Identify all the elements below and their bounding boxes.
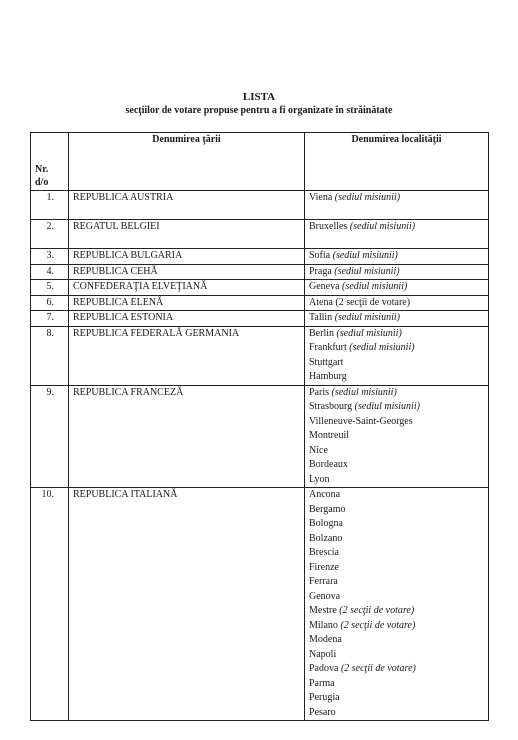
locality-name: Geneva	[309, 281, 340, 292]
locality-name: Villeneuve-Saint-Georges	[309, 415, 413, 427]
locality-item	[309, 662, 484, 677]
locality-note: (sediul misiunii)	[342, 281, 408, 292]
locality-note: (2 secţii de votare)	[339, 605, 415, 616]
locality-note: (sediul misiunii)	[334, 312, 400, 323]
country-name: CONFEDERAŢIA ELVEŢIANĂ	[69, 280, 305, 296]
country-name: REPUBLICA ESTONIA	[69, 311, 305, 327]
polling-stations-table	[30, 132, 489, 721]
table-row	[31, 249, 489, 265]
locality-name: Perugia	[309, 692, 340, 703]
locality-item	[309, 415, 484, 430]
locality-item	[309, 503, 484, 518]
locality-item	[309, 604, 484, 619]
locality-name: Atena (2 secţii de votare)	[309, 296, 411, 308]
table-row	[31, 488, 489, 721]
locality-note: (sediul misiunii)	[334, 265, 400, 277]
locality-note: (2 secţii de votare)	[340, 619, 416, 631]
locality-item	[309, 444, 484, 459]
table-row	[31, 385, 489, 488]
locality-item	[309, 691, 484, 706]
locality-name: Milano	[309, 619, 338, 631]
row-number: 6.	[31, 295, 69, 311]
country-name: REPUBLICA FRANCEZĂ	[69, 385, 305, 488]
table-row	[31, 280, 489, 296]
locality-note: (sediul misiunii)	[332, 250, 398, 261]
locality-note: (sediul misiunii)	[336, 327, 402, 339]
header-locality: Denumirea localităţii	[305, 133, 489, 191]
locality-name: Viena	[309, 192, 333, 203]
locality-cell	[305, 385, 489, 488]
locality-name: Berlin	[309, 327, 334, 339]
locality-name: Pesaro	[309, 706, 336, 718]
locality-item	[309, 400, 484, 415]
row-number: 9.	[31, 385, 69, 488]
document-subtitle: secţiilor de votare propuse pentru a fi organizate în străinătate	[125, 105, 393, 116]
locality-name: Napoli	[309, 648, 337, 660]
locality-item	[309, 220, 484, 235]
locality-item	[309, 327, 484, 342]
header-nr: Nr. d/o	[31, 133, 69, 191]
locality-item	[309, 370, 484, 385]
locality-item	[309, 575, 484, 590]
locality-name: Ferrara	[309, 576, 338, 587]
locality-cell	[305, 311, 489, 327]
locality-name: Bologna	[309, 518, 343, 529]
locality-name: Stuttgart	[309, 356, 344, 368]
row-number: 7.	[31, 311, 69, 327]
locality-name: Firenze	[309, 561, 339, 573]
locality-note: (sediul misiunii)	[349, 221, 416, 232]
locality-name: Tallin	[309, 312, 333, 323]
locality-item	[309, 546, 484, 561]
locality-name: Bruxelles	[309, 221, 348, 232]
table-row	[31, 295, 489, 311]
locality-item	[309, 356, 484, 371]
locality-name: Hamburg	[309, 371, 347, 382]
locality-name: Montreuil	[309, 430, 349, 441]
locality-item	[309, 619, 484, 634]
country-name: REPUBLICA ITALIANĂ	[69, 488, 305, 721]
locality-item	[309, 191, 484, 206]
locality-name: Mestre	[309, 605, 337, 616]
locality-note: (sediul misiunii)	[349, 342, 415, 353]
locality-name: Frankfurt	[309, 342, 347, 353]
locality-name: Paris	[309, 386, 329, 398]
locality-name: Praga	[309, 265, 332, 277]
locality-name: Parma	[309, 677, 335, 689]
country-name: REPUBLICA CEHĂ	[69, 264, 305, 280]
locality-item	[309, 473, 484, 488]
locality-item	[309, 706, 484, 721]
locality-note: (sediul misiunii)	[331, 386, 397, 398]
locality-note: (sediul misiunii)	[334, 192, 401, 203]
locality-item	[309, 341, 484, 356]
locality-name: Modena	[309, 634, 342, 645]
country-name: REGATUL BELGIEI	[69, 220, 305, 249]
row-number: 10.	[31, 488, 69, 721]
table-row	[31, 220, 489, 249]
locality-item	[309, 311, 484, 326]
locality-item	[309, 517, 484, 532]
locality-item	[309, 590, 484, 605]
locality-item	[309, 677, 484, 692]
locality-item	[309, 429, 484, 444]
locality-name: Nice	[309, 444, 328, 456]
locality-note: (2 secţii de votare)	[340, 663, 416, 674]
row-number: 5.	[31, 280, 69, 296]
row-number: 2.	[31, 220, 69, 249]
locality-cell	[305, 191, 489, 220]
locality-item	[309, 648, 484, 663]
table-row	[31, 311, 489, 327]
locality-name: Padova	[309, 663, 339, 674]
table-row	[31, 264, 489, 280]
row-number: 1.	[31, 191, 69, 220]
country-name: REPUBLICA ELENĂ	[69, 295, 305, 311]
country-name: REPUBLICA BULGARIA	[69, 249, 305, 265]
locality-cell	[305, 488, 489, 721]
table-row	[31, 326, 489, 385]
locality-item	[309, 532, 484, 547]
locality-item	[309, 249, 484, 264]
locality-name: Bolzano	[309, 532, 343, 544]
locality-cell	[305, 326, 489, 385]
table-header-row	[31, 133, 489, 191]
locality-name: Ancona	[309, 489, 341, 500]
document-title: LISTA	[242, 91, 276, 103]
locality-name: Bordeaux	[309, 459, 348, 470]
locality-cell	[305, 264, 489, 280]
locality-name: Sofia	[309, 250, 331, 261]
locality-cell	[305, 280, 489, 296]
locality-item	[309, 561, 484, 576]
table-body	[31, 191, 489, 721]
document-heading	[0, 91, 518, 117]
locality-item	[309, 458, 484, 473]
locality-item	[309, 265, 484, 280]
locality-cell	[305, 220, 489, 249]
row-number: 4.	[31, 264, 69, 280]
locality-item	[309, 280, 484, 295]
locality-item	[309, 296, 484, 311]
header-country: Denumirea ţării	[69, 133, 305, 191]
locality-name: Genova	[309, 590, 341, 602]
country-name: REPUBLICA AUSTRIA	[69, 191, 305, 220]
locality-cell	[305, 295, 489, 311]
country-name: REPUBLICA FEDERALĂ GERMANIA	[69, 326, 305, 385]
locality-name: Lyon	[309, 473, 330, 485]
locality-item	[309, 633, 484, 648]
locality-cell	[305, 249, 489, 265]
locality-name: Bergamo	[309, 503, 346, 515]
row-number: 8.	[31, 326, 69, 385]
locality-note: (sediul misiunii)	[354, 401, 420, 412]
locality-name: Strasbourg	[309, 401, 353, 412]
locality-item	[309, 386, 484, 401]
row-number: 3.	[31, 249, 69, 265]
locality-name: Brescia	[309, 547, 339, 558]
table-row	[31, 191, 489, 220]
locality-item	[309, 488, 484, 503]
